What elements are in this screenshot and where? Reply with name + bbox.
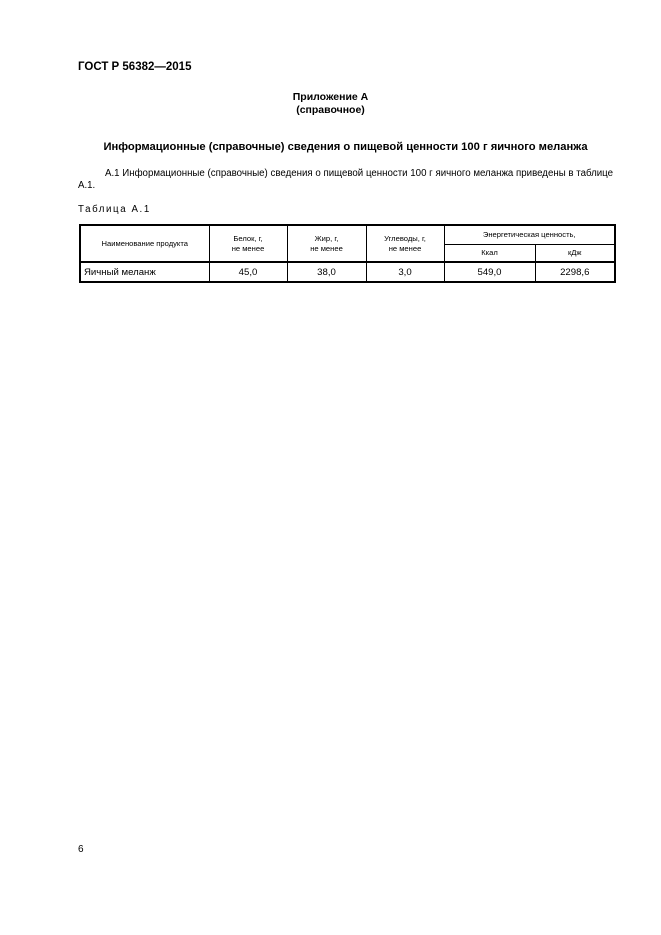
annex-subtitle: (справочное): [296, 104, 365, 116]
header-protein-line2: не менее: [231, 243, 265, 253]
section-paragraph: А.1 Информационные (справочные) сведения о пищевой ценности 100 г яичного меланжа приведены в таблице А.1.: [78, 168, 613, 191]
header-energy: [444, 225, 615, 244]
header-product: [80, 225, 209, 262]
table-caption: Таблица А.1: [78, 204, 151, 215]
cell-kj: 2298,6: [535, 262, 615, 282]
cell-product: Яичный меланж: [80, 262, 209, 282]
annex-title-block: [0, 91, 661, 117]
nutrition-table: [79, 224, 616, 283]
annex-title: Приложение А: [292, 91, 369, 103]
cell-fat: 38,0: [287, 262, 366, 282]
header-kcal-label: Ккал: [481, 247, 498, 257]
header-fat-line1: Жир, г,: [314, 233, 339, 243]
header-product-label: Наименование продукта: [101, 238, 188, 248]
header-carbs-line1: Углеводы, г,: [384, 233, 426, 243]
header-kj-label: кДж: [567, 247, 582, 257]
header-fat: [287, 225, 366, 262]
header-kcal: [444, 244, 535, 262]
cell-kcal: 549,0: [444, 262, 535, 282]
header-protein: [209, 225, 287, 262]
header-fat-line2: не менее: [310, 243, 343, 253]
header-protein-line1: Белок, г,: [233, 233, 263, 243]
header-kj: [535, 244, 615, 262]
header-carbs-line2: не менее: [388, 243, 422, 253]
cell-protein: 45,0: [209, 262, 287, 282]
header-energy-label: Энергетическая ценность,: [482, 229, 576, 239]
cell-carbs: 3,0: [366, 262, 444, 282]
table-row: [80, 262, 615, 282]
page-number: 6: [78, 844, 84, 855]
header-carbs: [366, 225, 444, 262]
section-heading: Информационные (справочные) сведения о пищевой ценности 100 г яичного меланжа: [103, 141, 588, 153]
document-code: ГОСТ Р 56382—2015: [78, 61, 192, 73]
